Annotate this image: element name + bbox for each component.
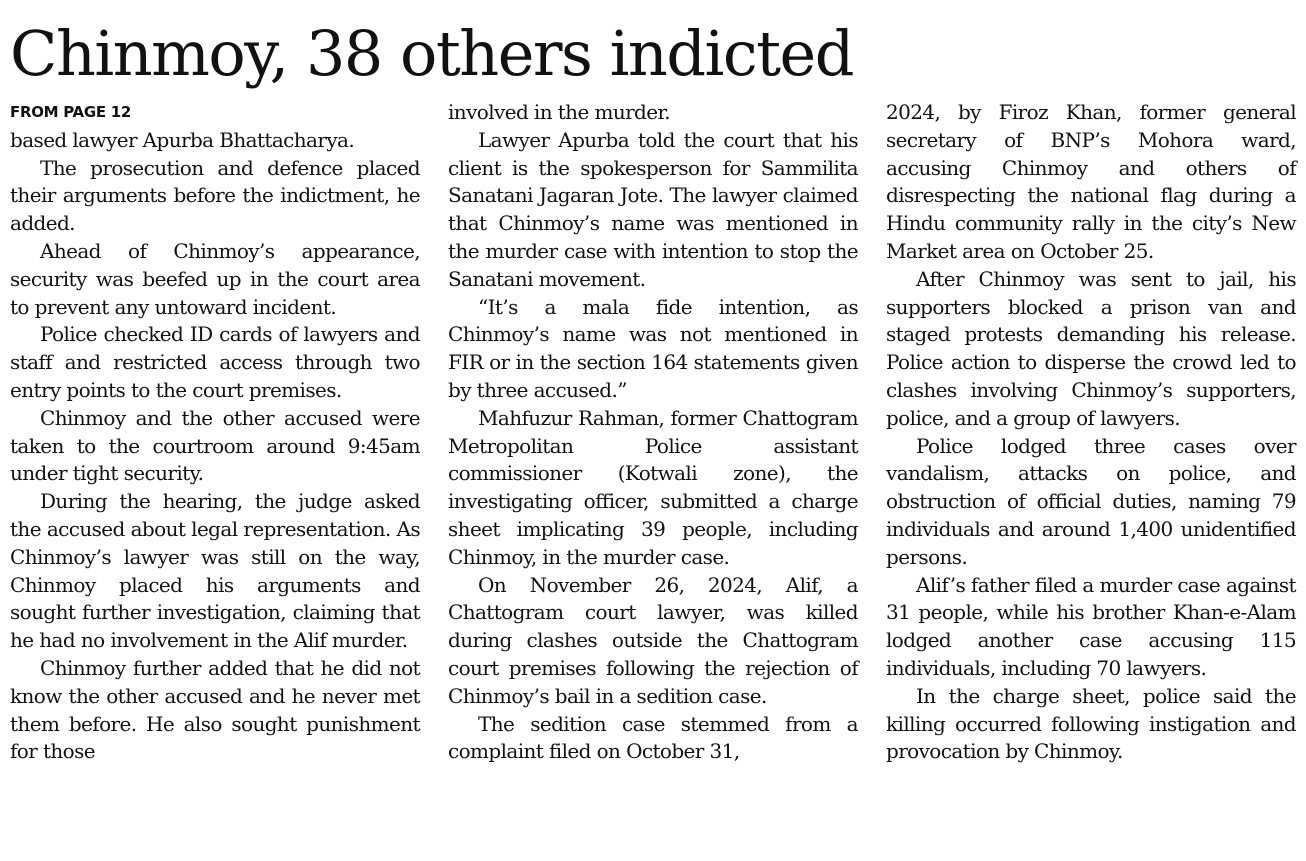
continued-from-kicker: FROM PAGE 12: [10, 103, 131, 121]
body-paragraph: On November 26, 2024, Alif, a Chattogram court lawyer, was killed during clashes outside the Chattogram court premises following the rejection of Chinmoy’s bail in a sedition case.: [448, 572, 858, 708]
body-paragraph: involved in the murder.: [448, 100, 671, 124]
article-column-2: [448, 99, 858, 766]
article-column-1: [10, 99, 420, 766]
body-paragraph: Mahfuzur Rahman, former Chattogram Metropolitan Police assistant commissioner (Kotwali zone), the investigating officer, submitted a charge sheet implicating 39 people, including Chinmoy, in the murder case.: [448, 405, 858, 569]
body-paragraph: Lawyer Apurba told the court that his client is the spokesperson for Sammilita Sanatani Jagaran Jote. The lawyer claimed that Chinmoy’s name was mentioned in the murder case with intention to stop the Sanatani movement.: [448, 127, 858, 291]
body-paragraph: 2024, by Firoz Khan, former general secretary of BNP’s Mohora ward, accusing Chinmoy and others of disrespecting the national flag during a Hindu community rally in the city’s New Market area on October 25.: [886, 100, 1296, 263]
article-column-3: [886, 99, 1296, 766]
body-paragraph: Chinmoy and the other accused were taken to the courtroom around 9:45am under tight security.: [10, 405, 420, 486]
body-paragraph: based lawyer Apurba Bhattacharya.: [10, 127, 355, 152]
body-paragraph: Chinmoy further added that he did not know the other accused and he never met them before. He also sought punishment for those: [10, 655, 420, 764]
body-paragraph: Police checked ID cards of lawyers and staff and restricted access through two entry points to the court premises.: [10, 322, 420, 402]
body-paragraph: The prosecution and defence placed their arguments before the indictment, he added.: [10, 155, 420, 236]
body-paragraph: “It’s a mala fide intention, as Chinmoy’s name was not mentioned in FIR or in the section 164 statements given by three accused.”: [448, 294, 858, 402]
body-paragraph: After Chinmoy was sent to jail, his supporters blocked a prison van and staged protests demanding his release. Police action to disperse the crowd led to clashes involving Chinmoy’s supporters, police, and a group of lawyers.: [886, 266, 1296, 430]
body-paragraph: Police lodged three cases over vandalism, attacks on police, and obstruction of official duties, naming 79 individuals and around 1,400 unidentified persons.: [886, 433, 1296, 569]
body-paragraph: During the hearing, the judge asked the accused about legal representation. As Chinmoy’s lawyer was still on the way, Chinmoy placed his arguments and sought further investigation, claiming that he had no involvement in the Alif murder.: [10, 489, 420, 653]
body-paragraph: In the charge sheet, police said the killing occurred following instigation and provocation by Chinmoy.: [886, 683, 1296, 764]
article-headline: Chinmoy, 38 others indicted: [10, 17, 853, 90]
body-paragraph: The sedition case stemmed from a complaint filed on October 31,: [448, 711, 858, 764]
body-paragraph: Alif’s father filed a murder case against 31 people, while his brother Khan-e-Alam lodged another case accusing 115 individuals, including 70 lawyers.: [886, 572, 1296, 680]
body-paragraph: Ahead of Chinmoy’s appearance, security was beefed up in the court area to prevent any untoward incident.: [10, 238, 420, 319]
